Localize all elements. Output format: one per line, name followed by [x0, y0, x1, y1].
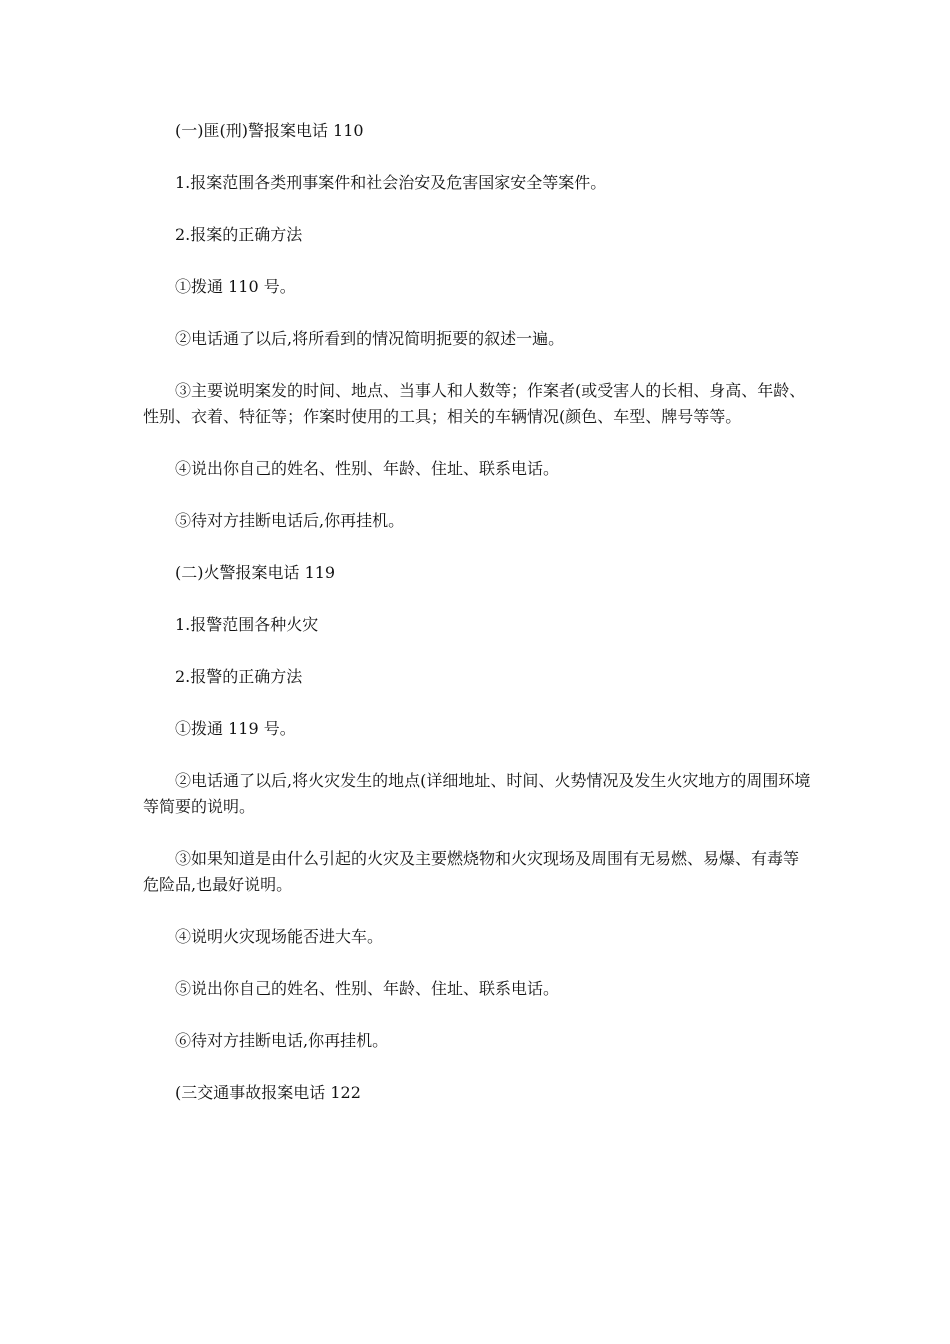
- paragraph: ⑤说出你自己的姓名、性别、年龄、住址、联系电话。: [175, 979, 560, 998]
- paragraph: ⑤待对方挂断电话后,你再挂机。: [175, 511, 405, 530]
- document-body: [143, 118, 813, 1106]
- section-heading-police: (一)匪(刑)警报案电话 110: [175, 121, 364, 140]
- paragraph: 1.报警范围各种火灾: [175, 615, 319, 634]
- paragraph: ①拨通 110 号。: [175, 277, 296, 296]
- paragraph: ③如果知道是由什么引起的火灾及主要燃烧物和火灾现场及周围有无易燃、易爆、有毒等危险品,也最好说明。: [143, 849, 800, 894]
- paragraph: ③主要说明案发的时间、地点、当事人和人数等；作案者(或受害人的长相、身高、年龄、性别、衣着、特征等；作案时使用的工具；相关的车辆情况(颜色、车型、牌号等等。: [143, 381, 806, 426]
- paragraph: 1.报案范围各类刑事案件和社会治安及危害国家安全等案件。: [175, 173, 607, 192]
- paragraph: ④说明火灾现场能否进大车。: [175, 927, 384, 946]
- paragraph: ④说出你自己的姓名、性别、年龄、住址、联系电话。: [175, 459, 560, 478]
- paragraph: ①拨通 119 号。: [175, 719, 296, 738]
- section-heading-fire: (二)火警报案电话 119: [175, 563, 336, 582]
- paragraph: ②电话通了以后,将火灾发生的地点(详细地址、时间、火势情况及发生火灾地方的周围环境等简要的说明。: [143, 771, 811, 816]
- paragraph: 2.报案的正确方法: [175, 225, 303, 244]
- section-heading-traffic: (三交通事故报案电话 122: [175, 1083, 361, 1102]
- paragraph: ⑥待对方挂断电话,你再挂机。: [175, 1031, 389, 1050]
- paragraph: ②电话通了以后,将所看到的情况简明扼要的叙述一遍。: [175, 329, 565, 348]
- paragraph: 2.报警的正确方法: [175, 667, 303, 686]
